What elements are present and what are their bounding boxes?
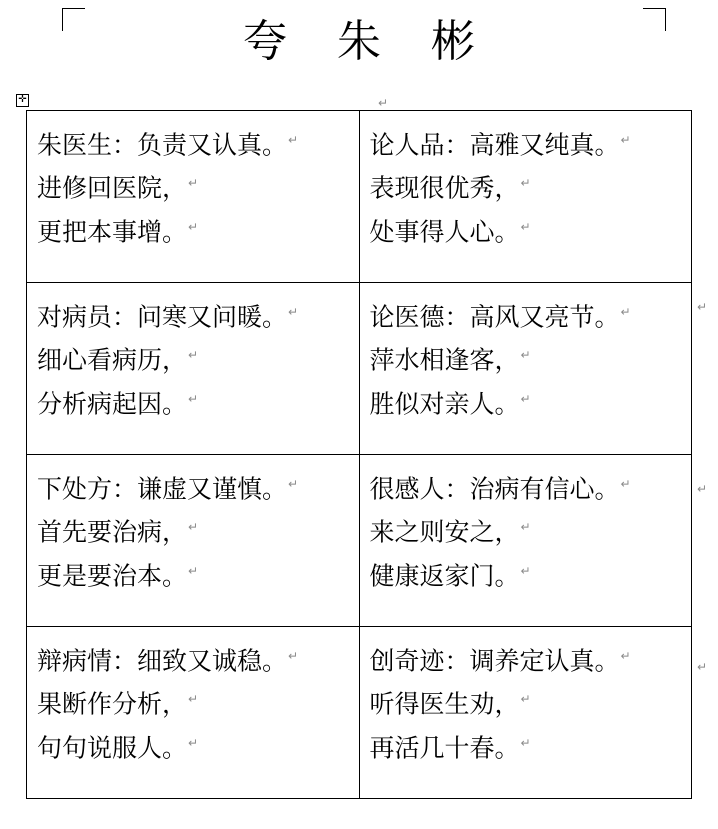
verse-line: 朱医生：负责又认真。↵ [37,130,299,160]
table-cell[interactable] [359,455,692,627]
verse-line: 论人品：高雅又纯真。↵ [369,130,631,160]
paragraph-mark-icon: ↵ [520,520,531,535]
paragraph-mark-icon: ↵ [188,219,199,234]
verse-line: 细心看病历，↵ [37,345,199,375]
table-row [27,283,692,455]
paragraph-mark-icon: ↵ [288,477,299,491]
verse-line: 再活几十春。↵ [369,732,531,762]
paragraph-mark: ↵ [697,300,708,314]
paragraph-mark-icon: ↵ [620,649,631,663]
paragraph-mark-icon: ↵ [288,133,299,147]
verse-line: 表现很优秀，↵ [369,173,531,203]
paragraph-mark-icon: ↵ [520,391,531,406]
verse-line: 萍水相逢客，↵ [369,345,531,375]
verse-line: 首先要治病，↵ [37,517,199,547]
paragraph-mark-icon: ↵ [188,692,199,707]
paragraph-mark-icon: ↵ [288,649,299,663]
paragraph-mark: ↵ [378,96,389,110]
paragraph-mark-icon: ↵ [520,219,531,234]
paragraph-mark-icon: ↵ [188,520,199,535]
table-row [27,111,692,283]
verse-line: 下处方：谦虚又谨慎。↵ [37,474,299,504]
paragraph-mark-icon: ↵ [520,348,531,363]
paragraph-mark: ↵ [697,482,708,496]
paragraph-mark-icon: ↵ [620,305,631,319]
verse-line: 处事得人心。↵ [369,216,531,246]
table-cell[interactable] [27,627,360,799]
paragraph-mark-icon: ↵ [288,305,299,319]
verse-line: 论医德：高风又亮节。↵ [369,302,631,332]
page-title: 夸 朱 彬 [243,16,493,67]
table-move-handle[interactable]: ✛ [16,94,29,107]
table-row [27,627,692,799]
table-cell[interactable] [27,455,360,627]
verse-line: 很感人：治病有信心。↵ [369,474,631,504]
verse-line: 更把本事增。↵ [37,216,199,246]
poem-table [26,110,692,799]
verse-line: 创奇迹：调养定认真。↵ [369,646,631,676]
paragraph-mark-icon: ↵ [620,477,631,491]
paragraph-mark-icon: ↵ [188,391,199,406]
verse-line: 听得医生劝，↵ [369,689,531,719]
table-cell[interactable] [27,111,360,283]
verse-line: 对病员：问寒又问暖。↵ [37,302,299,332]
paragraph-mark-icon: ↵ [520,176,531,191]
paragraph-mark-icon: ↵ [620,133,631,147]
verse-line: 健康返家门。↵ [369,560,531,590]
verse-line: 更是要治本。↵ [37,560,199,590]
verse-line: 分析病起因。↵ [37,388,199,418]
verse-line: 句句说服人。↵ [37,732,199,762]
paragraph-mark-icon: ↵ [188,176,199,191]
verse-line: 辩病情：细致又诚稳。↵ [37,646,299,676]
verse-line: 进修回医院，↵ [37,173,199,203]
verse-line: 胜似对亲人。↵ [369,388,531,418]
paragraph-mark-icon: ↵ [520,735,531,750]
table-cell[interactable] [359,111,692,283]
table-row [27,455,692,627]
paragraph-mark: ↵ [697,660,708,674]
paragraph-mark-icon: ↵ [520,692,531,707]
paragraph-mark-icon: ↵ [188,563,199,578]
table-cell[interactable] [359,283,692,455]
table-cell[interactable] [27,283,360,455]
paragraph-mark-icon: ↵ [520,563,531,578]
table-cell[interactable] [359,627,692,799]
paragraph-mark-icon: ↵ [188,348,199,363]
verse-line: 果断作分析，↵ [37,689,199,719]
verse-line: 来之则安之，↵ [369,517,531,547]
paragraph-mark-icon: ↵ [188,735,199,750]
